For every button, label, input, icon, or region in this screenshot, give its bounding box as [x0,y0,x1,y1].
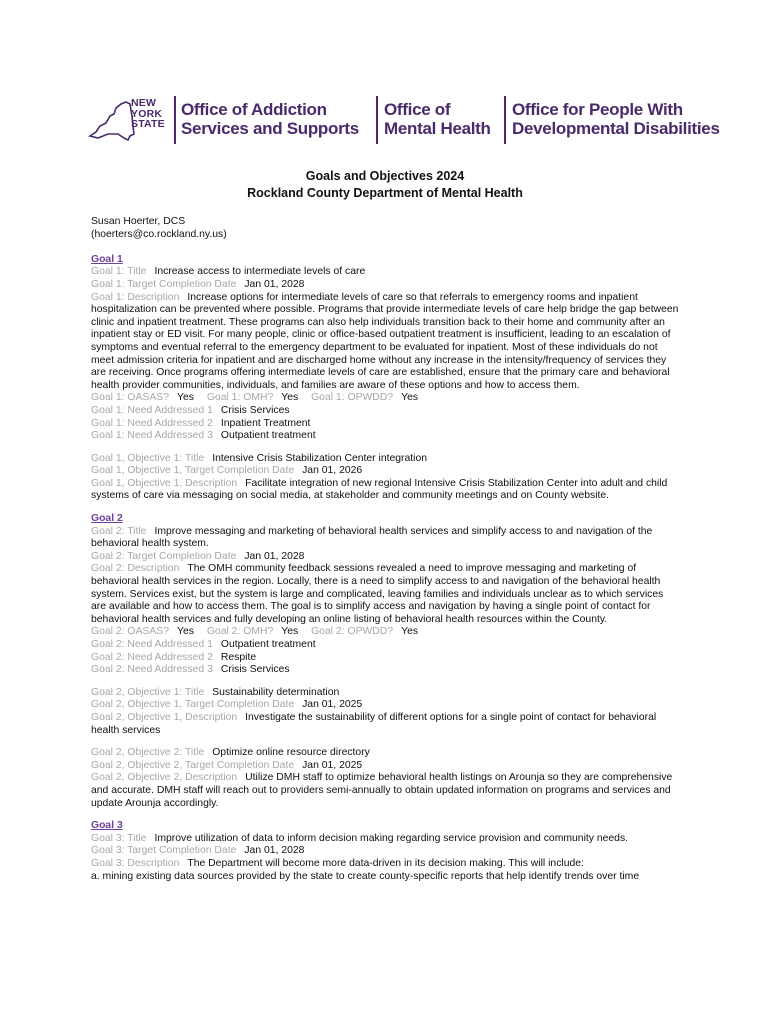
goal-2-objective-1-title: Sustainability determination [212,686,340,698]
field-label: Goal 2, Objective 2: Title [91,747,205,759]
field-label: Goal 1: Need Addressed 2 [91,417,213,429]
goal-2-section [91,513,681,810]
goal-1-objective-1-title: Intensive Crisis Stabilization Center integration [212,452,428,464]
goal-2-description: The OMH community feedback sessions revealed a need to improve messaging and marketing of behavioral health services in the region. Locally, there is a need to simplify access to and navigation of the behavioral health system. Services exist, but the system is large and complicated, leaving families and individuals unclear as to which services are available and how to access them. The goal is to simplify access and navigation by having a single point of contact for behavioral health services and fully developing an online listing of behavioral health resources within the County. [91,563,664,625]
goal-1-oasas-value: Yes [176,392,194,404]
goal-3-title: Improve utilization of data to inform decision making regarding service provision and community needs. [154,832,629,844]
goal-2-omh-value: Yes [281,626,299,638]
field-label: Goal 2: Need Addressed 1 [91,639,213,650]
goal-1-objective-1-date: Jan 01, 2026 [302,465,363,477]
field-label: Goal 1: Title [91,266,147,278]
field-label: Goal 2, Objective 1, Target Completion Date [91,699,295,711]
field-label: Goal 1: OPWDD? [311,392,394,404]
goal-1-omh-value: Yes [281,392,299,404]
field-label: Goal 3: Target Completion Date [91,845,237,857]
field-label: Goal 1: OMH? [206,392,274,404]
goal-3-description-item-a: a. mining existing data sources provided by the state to create county-specific reports that help identify trends over time [91,870,640,882]
field-label: Goal 1, Objective 1, Target Completion Date [91,465,295,477]
field-label: Goal 2: Need Addressed 3 [91,664,213,676]
oasas-logo-text: Office of Addiction Services and Supports [181,100,359,138]
goal-2-need-2: Respite [220,651,257,663]
goal-1-need-3: Outpatient treatment [220,430,316,442]
field-label: Goal 2: Description [91,563,180,575]
opwdd-logo-text: Office for People With Developmental Disabilities [512,100,720,138]
field-label: Goal 1: Need Addressed 3 [91,430,213,442]
field-label: Goal 2: Title [91,525,147,537]
new-york-state-map-icon [88,96,136,142]
goal-1-need-2: Inpatient Treatment [220,417,311,429]
goal-1-section [91,254,681,503]
field-label: Goal 2, Objective 1: Title [91,686,205,698]
goal-3-section [91,820,681,883]
author-email: (hoerters@co.rockland.ny.us) [91,228,227,240]
title-line-2: Rockland County Department of Mental Health [247,186,523,200]
field-label: Goal 2: Need Addressed 2 [91,651,213,663]
new-york-state-wordmark: NEW YORK STATE [131,97,165,130]
field-label: Goal 1, Objective 1: Title [91,452,205,464]
field-label: Goal 2: OMH? [206,626,274,638]
goal-2-objective-1-date: Jan 01, 2025 [302,699,363,711]
goal-3-heading[interactable]: Goal 3 [91,820,123,832]
goal-1-description: Increase options for intermediate levels of care so that referrals to emergency rooms and inpatient hospitalization can be prevented where possible. Programs that provide intermediate levels of care help bridge the gap between clinic and inpatient treatment. These programs can also help individuals transition back to their home and community after an inpatient stay or ED visit. For many people, clinic or office-based outpatient treatment is insufficient, leading to an escalation of symptoms and eventual referral to the emergency department to be evaluated for inpatient. Most of these individuals do not meet admission criteria for inpatient and are discharged home without any increase in the intensity/frequency of services they are receiving. Once programs offering intermediate levels of care are established, ensure that the primary care and behavioral health provider communities, individuals, and families are aware of these options and how to access them. [91,291,679,391]
field-label: Goal 2: OPWDD? [311,626,394,638]
goal-2-heading[interactable]: Goal 2 [91,513,123,525]
goal-1-need-1: Crisis Services [220,404,290,416]
document-title [0,168,770,202]
field-label: Goal 2, Objective 1, Description [91,711,238,723]
goal-2-need-3: Crisis Services [220,664,290,676]
goal-1-date: Jan 01, 2028 [244,278,305,290]
document-body [91,216,681,883]
field-label: Goal 1: Need Addressed 1 [91,404,213,416]
goal-1-heading[interactable]: Goal 1 [91,253,123,265]
field-label: Goal 3: Description [91,857,180,869]
field-label: Goal 1: OASAS? [91,392,169,404]
field-label: Goal 2, Objective 2, Description [91,772,238,784]
field-label: Goal 2, Objective 2, Target Completion Date [91,759,295,771]
goal-2-date: Jan 01, 2028 [244,550,305,562]
goal-2-objective-1-description: Investigate the sustainability of different options for a single point of contact for behavioral health services [91,711,657,736]
goal-2-objective-2-date: Jan 01, 2025 [302,759,363,771]
goal-2-opwdd-value: Yes [401,626,419,638]
title-line-1: Goals and Objectives 2024 [305,169,465,183]
field-label: Goal 3: Title [91,832,147,844]
author-name: Susan Hoerter, DCS [91,216,186,227]
field-label: Goal 2: OASAS? [91,626,169,638]
goal-1-objective-1-description: Facilitate integration of new regional Intensive Crisis Stabilization Center into adult and child systems of care via messaging on social media, at stakeholder and community meetings and on County website. [91,477,668,502]
logo-divider [504,96,506,144]
logo-divider [376,96,378,144]
logo-divider [174,96,176,144]
goal-2-objective-2-title: Optimize online resource directory [212,747,370,759]
goal-2-oasas-value: Yes [176,626,194,638]
field-label: Goal 2: Target Completion Date [91,550,237,562]
header-logos [88,92,728,152]
omh-logo-text: Office of Mental Health [384,100,491,138]
goal-3-description: The Department will become more data-driven in its decision making. This will include: [187,857,584,869]
goal-3-date: Jan 01, 2028 [244,845,305,857]
field-label: Goal 1: Target Completion Date [91,278,237,290]
goal-2-objective-2-description: Utilize DMH staff to optimize behavioral health listings on Arounja so they are comprehensive and accurate. DMH staff will reach out to providers semi-annually to obtain updated information on programs and services and update Arounja accordingly. [91,772,673,809]
goal-2-title: Improve messaging and marketing of behavioral health services and simplify access to and navigation of the behavioral health system. [91,525,653,550]
field-label: Goal 1, Objective 1, Description [91,477,238,489]
goal-2-need-1: Outpatient treatment [220,639,316,650]
goal-1-title: Increase access to intermediate levels of care [154,266,366,278]
field-label: Goal 1: Description [91,291,180,303]
goal-1-opwdd-value: Yes [401,392,419,404]
